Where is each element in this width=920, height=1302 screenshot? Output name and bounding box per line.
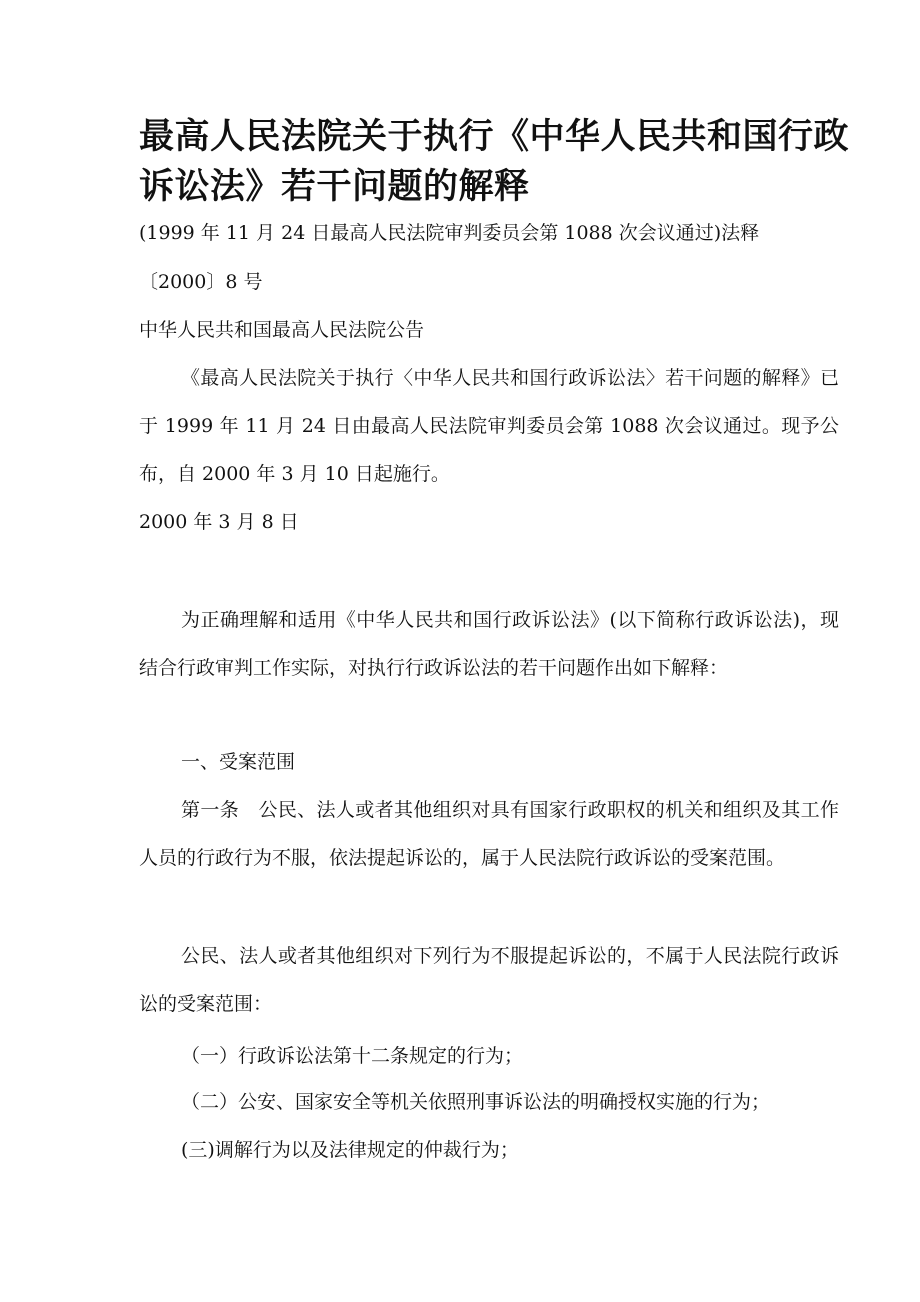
- exclusion-item-1: （一）行政诉讼法第十二条规定的行为；: [181, 1045, 524, 1067]
- exclusion-item-3: (三)调解行为以及法律规定的仲裁行为；: [181, 1139, 519, 1161]
- adoption-note-line-1: (1999 年 11 月 24 日最高人民法院审判委员会第 1088 次会议通过)法释: [139, 222, 760, 244]
- section-heading-acceptance-scope: 一、受案范围: [181, 751, 296, 773]
- article-1-paragraph: 第一条 公民、法人或者其他组织对具有国家行政职权的机关和组织及其工作人员的行政行为不服，依法提起诉讼的，属于人民法院行政诉讼的受案范围。: [139, 799, 839, 869]
- exclusion-item-2: （二）公安、国家安全等机关依照刑事诉讼法的明确授权实施的行为；: [181, 1091, 771, 1113]
- preamble-paragraph: 为正确理解和适用《中华人民共和国行政诉讼法》(以下简称行政诉讼法)，现结合行政审判工作实际，对执行行政诉讼法的若干问题作出如下解释：: [139, 609, 839, 679]
- adoption-note-line-2: 〔2000〕8 号: [139, 271, 263, 293]
- announcement-body: 《最高人民法院关于执行〈中华人民共和国行政诉讼法〉若干问题的解释》已于 1999 年 11 月 24 日由最高人民法院审判委员会第 1088 次会议通过。现予公布，自 2000 年 3 月 10 日起施行。: [139, 367, 839, 485]
- article-1-exclusions-paragraph: 公民、法人或者其他组织对下列行为不服提起诉讼的，不属于人民法院行政诉讼的受案范围：: [139, 945, 839, 1015]
- announcement-date: 2000 年 3 月 8 日: [139, 511, 299, 533]
- document-title: 最高人民法院关于执行《中华人民共和国行政诉讼法》若干问题的解释: [139, 117, 850, 207]
- announcement-heading: 中华人民共和国最高人民法院公告: [139, 319, 425, 341]
